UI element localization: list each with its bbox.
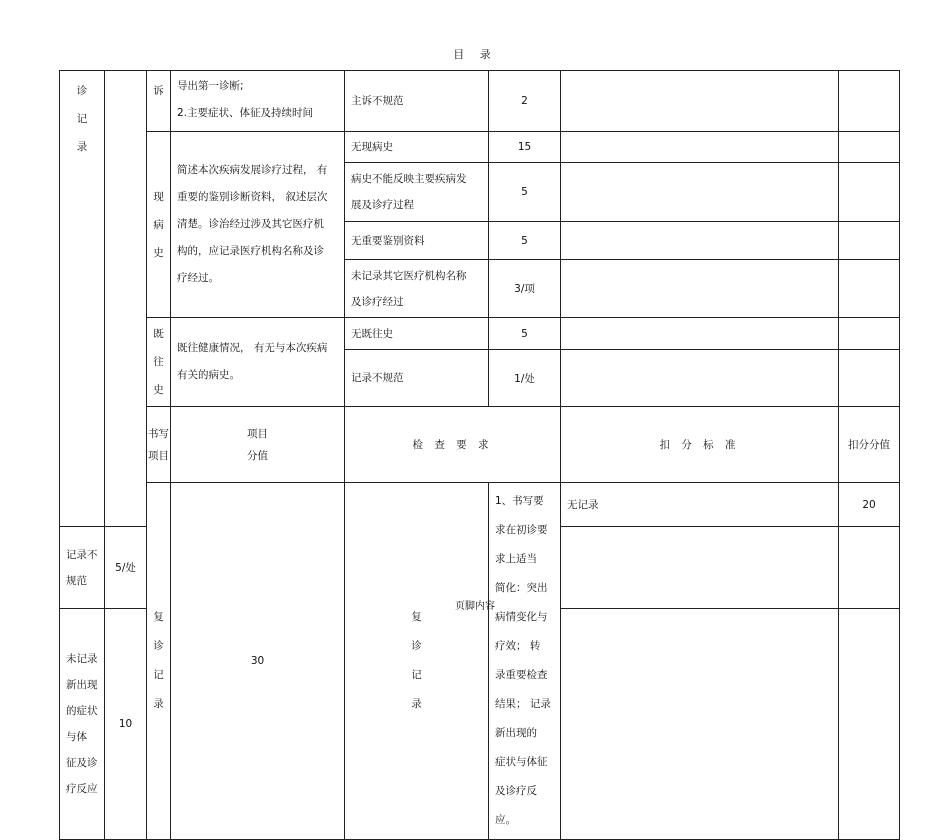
requirement-line: 重要的鉴别诊断资料， 叙述层次 [177,191,328,203]
table-row [60,318,900,350]
requirement-cell [171,132,345,318]
score-cell: 20 [839,483,900,527]
criterion-line: 及诊疗经过 [351,295,404,308]
requirement-cell [171,71,345,132]
criterion-cell: 记录不规范 [60,527,105,609]
header-item-line: 项目 [148,449,169,462]
section-title-cell [147,483,171,840]
criterion-line: 征及诊疗反应 [66,757,98,796]
sub-item-char: 现 [153,190,164,203]
criterion-cell: 记录不规范 [345,350,489,407]
requirement-line: 疗经过。 [177,272,219,284]
result-cell [839,318,900,350]
reason-cell [561,350,839,407]
item-score-cell [105,71,147,527]
result-cell [839,222,900,260]
item-score-cell: 30 [171,483,345,840]
sub-item-cell [147,318,171,407]
requirement-cell [171,318,345,407]
section-title-char: 诊 [76,85,88,97]
requirement-line: 1、书写要求在初诊要求上适当 [495,495,548,565]
criterion-cell: 无重要鉴别资料 [345,222,489,260]
header-score-line: 分值 [247,449,268,462]
section-title-char: 记 [153,669,164,681]
requirement-line: 2.主要症状、体征及持续时间 [177,107,314,119]
result-cell [839,163,900,222]
criterion-line: 未记录新出现的症状与体 [66,653,98,744]
score-cell: 15 [489,132,561,163]
criterion-line: 未记录其它医疗机构名称 [351,269,467,282]
header-deduct-standard: 扣 分 标 准 [561,407,839,483]
criterion-cell [60,609,105,840]
score-cell: 10 [105,609,147,840]
criterion-line: 病史不能反映主要疾病发 [351,173,467,185]
table-row [60,132,900,163]
header-item [147,407,171,483]
sub-item-char: 诊 [411,640,422,652]
criterion-cell: 无记录 [561,483,839,527]
record-scoring-table [59,70,900,840]
reason-cell [561,260,839,318]
header-score [171,407,345,483]
score-cell: 5 [489,222,561,260]
criterion-line: 展及诊疗过程 [351,199,414,211]
requirement-line: 有关的病史。 [177,369,240,381]
requirement-line: 录重要检查结果； 记录新出现的 [495,669,551,739]
section-title-char: 复 [153,611,164,623]
sub-item-cell [147,71,171,132]
result-cell [839,350,900,407]
requirement-line: 既往健康情况， 有无与本次疾病 [177,342,328,354]
reason-cell [561,71,839,132]
header-requirement: 检 查 要 求 [345,407,561,483]
result-cell [839,132,900,163]
requirement-line: 构的，应记录医疗机构名称及诊 [177,245,324,257]
requirement-line: 简述本次疾病发展诊疗过程， 有 [177,164,328,176]
page-footer: 页脚内容 [455,601,495,612]
criterion-cell [345,260,489,318]
sub-item-char: 史 [153,246,164,259]
table-row [60,71,900,132]
score-cell: 1/处 [489,350,561,407]
criterion-cell: 无现病史 [345,132,489,163]
score-cell: 3/项 [489,260,561,318]
sub-item-char: 既 [153,328,164,340]
table-header-row [60,407,900,483]
section-title-cell [60,71,105,527]
requirement-line: 简化：突出病情变化与疗效； 转 [495,582,548,652]
result-cell [839,71,900,132]
requirement-line: 症状与体征及诊疗反应。 [495,756,548,826]
requirement-cell [489,483,561,840]
sub-item-char: 病 [153,218,164,231]
score-cell: 5/处 [105,527,147,609]
reason-cell [561,318,839,350]
section-title-char: 录 [76,141,88,153]
header-score-line: 项目 [247,427,268,440]
sub-item-char: 往 [153,356,164,368]
section-title-char: 记 [76,113,88,125]
criterion-cell: 主诉不规范 [345,71,489,132]
requirement-line: 清楚。诊治经过涉及其它医疗机 [177,218,324,230]
criterion-cell [345,163,489,222]
sub-item-cell [147,132,171,318]
sub-item-char: 史 [153,384,164,396]
result-cell [839,609,900,840]
sub-item-char: 复 [411,611,422,623]
score-cell: 2 [489,71,561,132]
score-cell: 5 [489,318,561,350]
reason-cell [561,132,839,163]
reason-cell [561,163,839,222]
section-title-char: 诊 [153,640,164,652]
sub-item-char: 诉 [153,85,164,97]
section-title-char: 录 [153,698,164,710]
sub-item-char: 记 [411,669,422,681]
sub-item-cell [345,483,489,840]
criterion-cell: 无既往史 [345,318,489,350]
sub-item-char: 录 [411,698,422,710]
header-deduct-value: 扣分分值 [839,407,900,483]
header-item-line: 书写 [148,427,169,440]
score-cell: 5 [489,163,561,222]
requirement-line: 导出第一诊断; [177,80,244,92]
page-header: 目 录 [453,48,497,61]
reason-cell [561,222,839,260]
table-row [60,483,900,527]
reason-cell [561,609,839,840]
result-cell [839,260,900,318]
